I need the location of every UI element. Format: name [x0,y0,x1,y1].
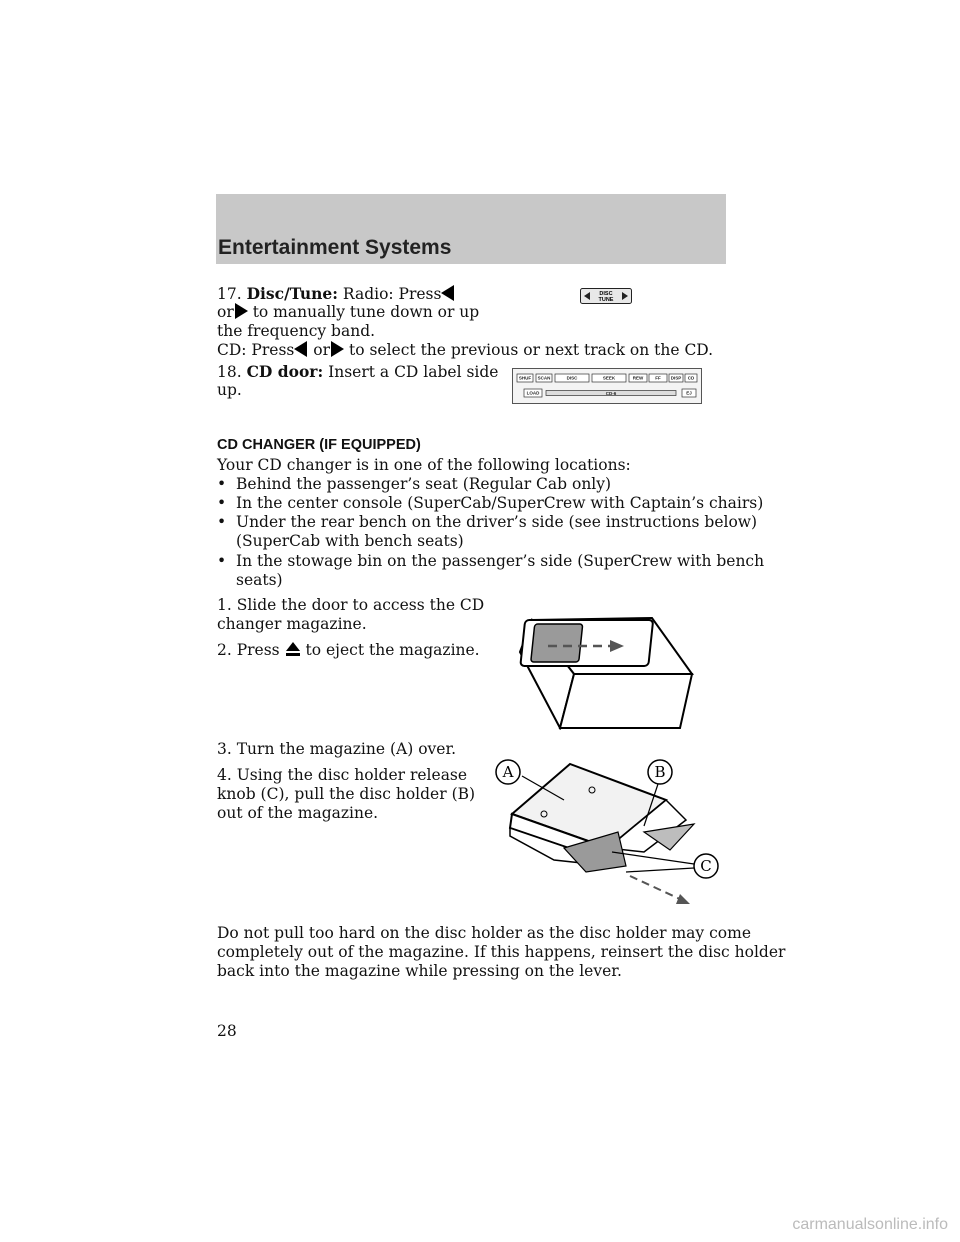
location-text: seats) [236,571,283,589]
item17-line2 [217,303,479,322]
item17-line4 [217,341,713,360]
disc-button-label: DISC [566,375,578,381]
item18-line1-end: Insert a CD label side [328,363,499,381]
intro-text: Your CD changer is in one of the following locations: [217,456,631,474]
callout-c: C [700,857,712,875]
location-text: In the stowage bin on the passenger’s side (SuperCrew with bench [236,552,765,570]
item17-line1 [217,284,455,304]
step2-line [217,641,480,660]
scan-label: SCAN [537,375,551,381]
page-title: Entertainment Systems [218,236,452,259]
location-text: (SuperCab with bench seats) [236,532,464,550]
item18-label: CD door: [246,362,324,381]
ff-label: FF [655,375,661,381]
step3-line: 3. Turn the magazine (A) over. [217,740,457,758]
step4-line2: knob (C), pull the disc holder (B) [217,785,476,803]
watermark: carmanualsonline.info [792,1216,948,1233]
tune-label: TUNE [598,297,614,303]
bullet: • [217,494,227,512]
location-text: Under the rear bench on the driver’s side (see instructions below) [236,513,758,531]
next-track-icon [330,341,344,357]
page-number: 28 [217,1022,237,1040]
load-label: LOAD [526,390,540,396]
item18-line1 [217,362,498,382]
tune-up-icon [234,303,248,319]
eject-label: EJ [686,390,692,396]
slot-label: CD-6 [605,391,617,396]
item18-number: 18. [217,363,242,381]
cd-changer-box-illustration [514,612,694,730]
item17-cd-end: to select the previous or next track on the CD. [348,341,714,359]
rew-label: REW [632,375,644,381]
item17-or: or [217,303,234,321]
step4-line3: out of the magazine. [217,804,379,822]
warning-line2: completely out of the magazine. If this happens, reinsert the disc holder [217,943,786,961]
bullet: • [217,475,227,493]
location-text: Behind the passenger’s seat (Regular Cab only) [236,475,612,493]
warning-line3: back into the magazine while pressing on the lever. [217,962,622,980]
item17-or-2: or [313,341,331,359]
bullet: • [217,552,227,570]
warning-line1: Do not pull too hard on the disc holder as the disc holder may come [217,924,751,942]
disp-label: DISP [670,375,682,381]
location-text: In the center console (SuperCab/SuperCrew with Captain’s chairs) [236,494,764,512]
item17-line3: the frequency band. [217,322,376,340]
item18-line2: up. [217,381,242,399]
step1-line1: 1. Slide the door to access the CD [217,596,485,614]
bullet: • [217,513,227,531]
step2-start: 2. Press [217,641,280,659]
item17-line1-end: to manually tune down or up [252,303,480,321]
previous-track-icon [294,341,308,357]
cd-label: CD [687,375,695,381]
magazine-illustration [494,756,720,906]
callout-a: A [502,763,514,781]
item17-cd-press: CD: Press [217,341,295,359]
tune-down-icon [441,285,455,301]
item17-label: Disc/Tune: [246,284,338,303]
item17-number: 17. [217,285,242,303]
disc-label: DISC [599,291,613,297]
section-heading: CD CHANGER (IF EQUIPPED) [217,437,421,453]
disc-tune-button-illustration [580,288,632,304]
item17-radio-press: Radio: Press [342,285,442,303]
step1-line2: changer magazine. [217,615,367,633]
step4-line1: 4. Using the disc holder release [217,766,468,784]
eject-icon [285,641,301,657]
seek-label: SEEK [602,375,616,381]
shuf-label: SHUF [518,375,532,381]
radio-panel-illustration [512,368,702,404]
callout-b: B [654,763,666,781]
step2-end: to eject the magazine. [305,641,480,659]
